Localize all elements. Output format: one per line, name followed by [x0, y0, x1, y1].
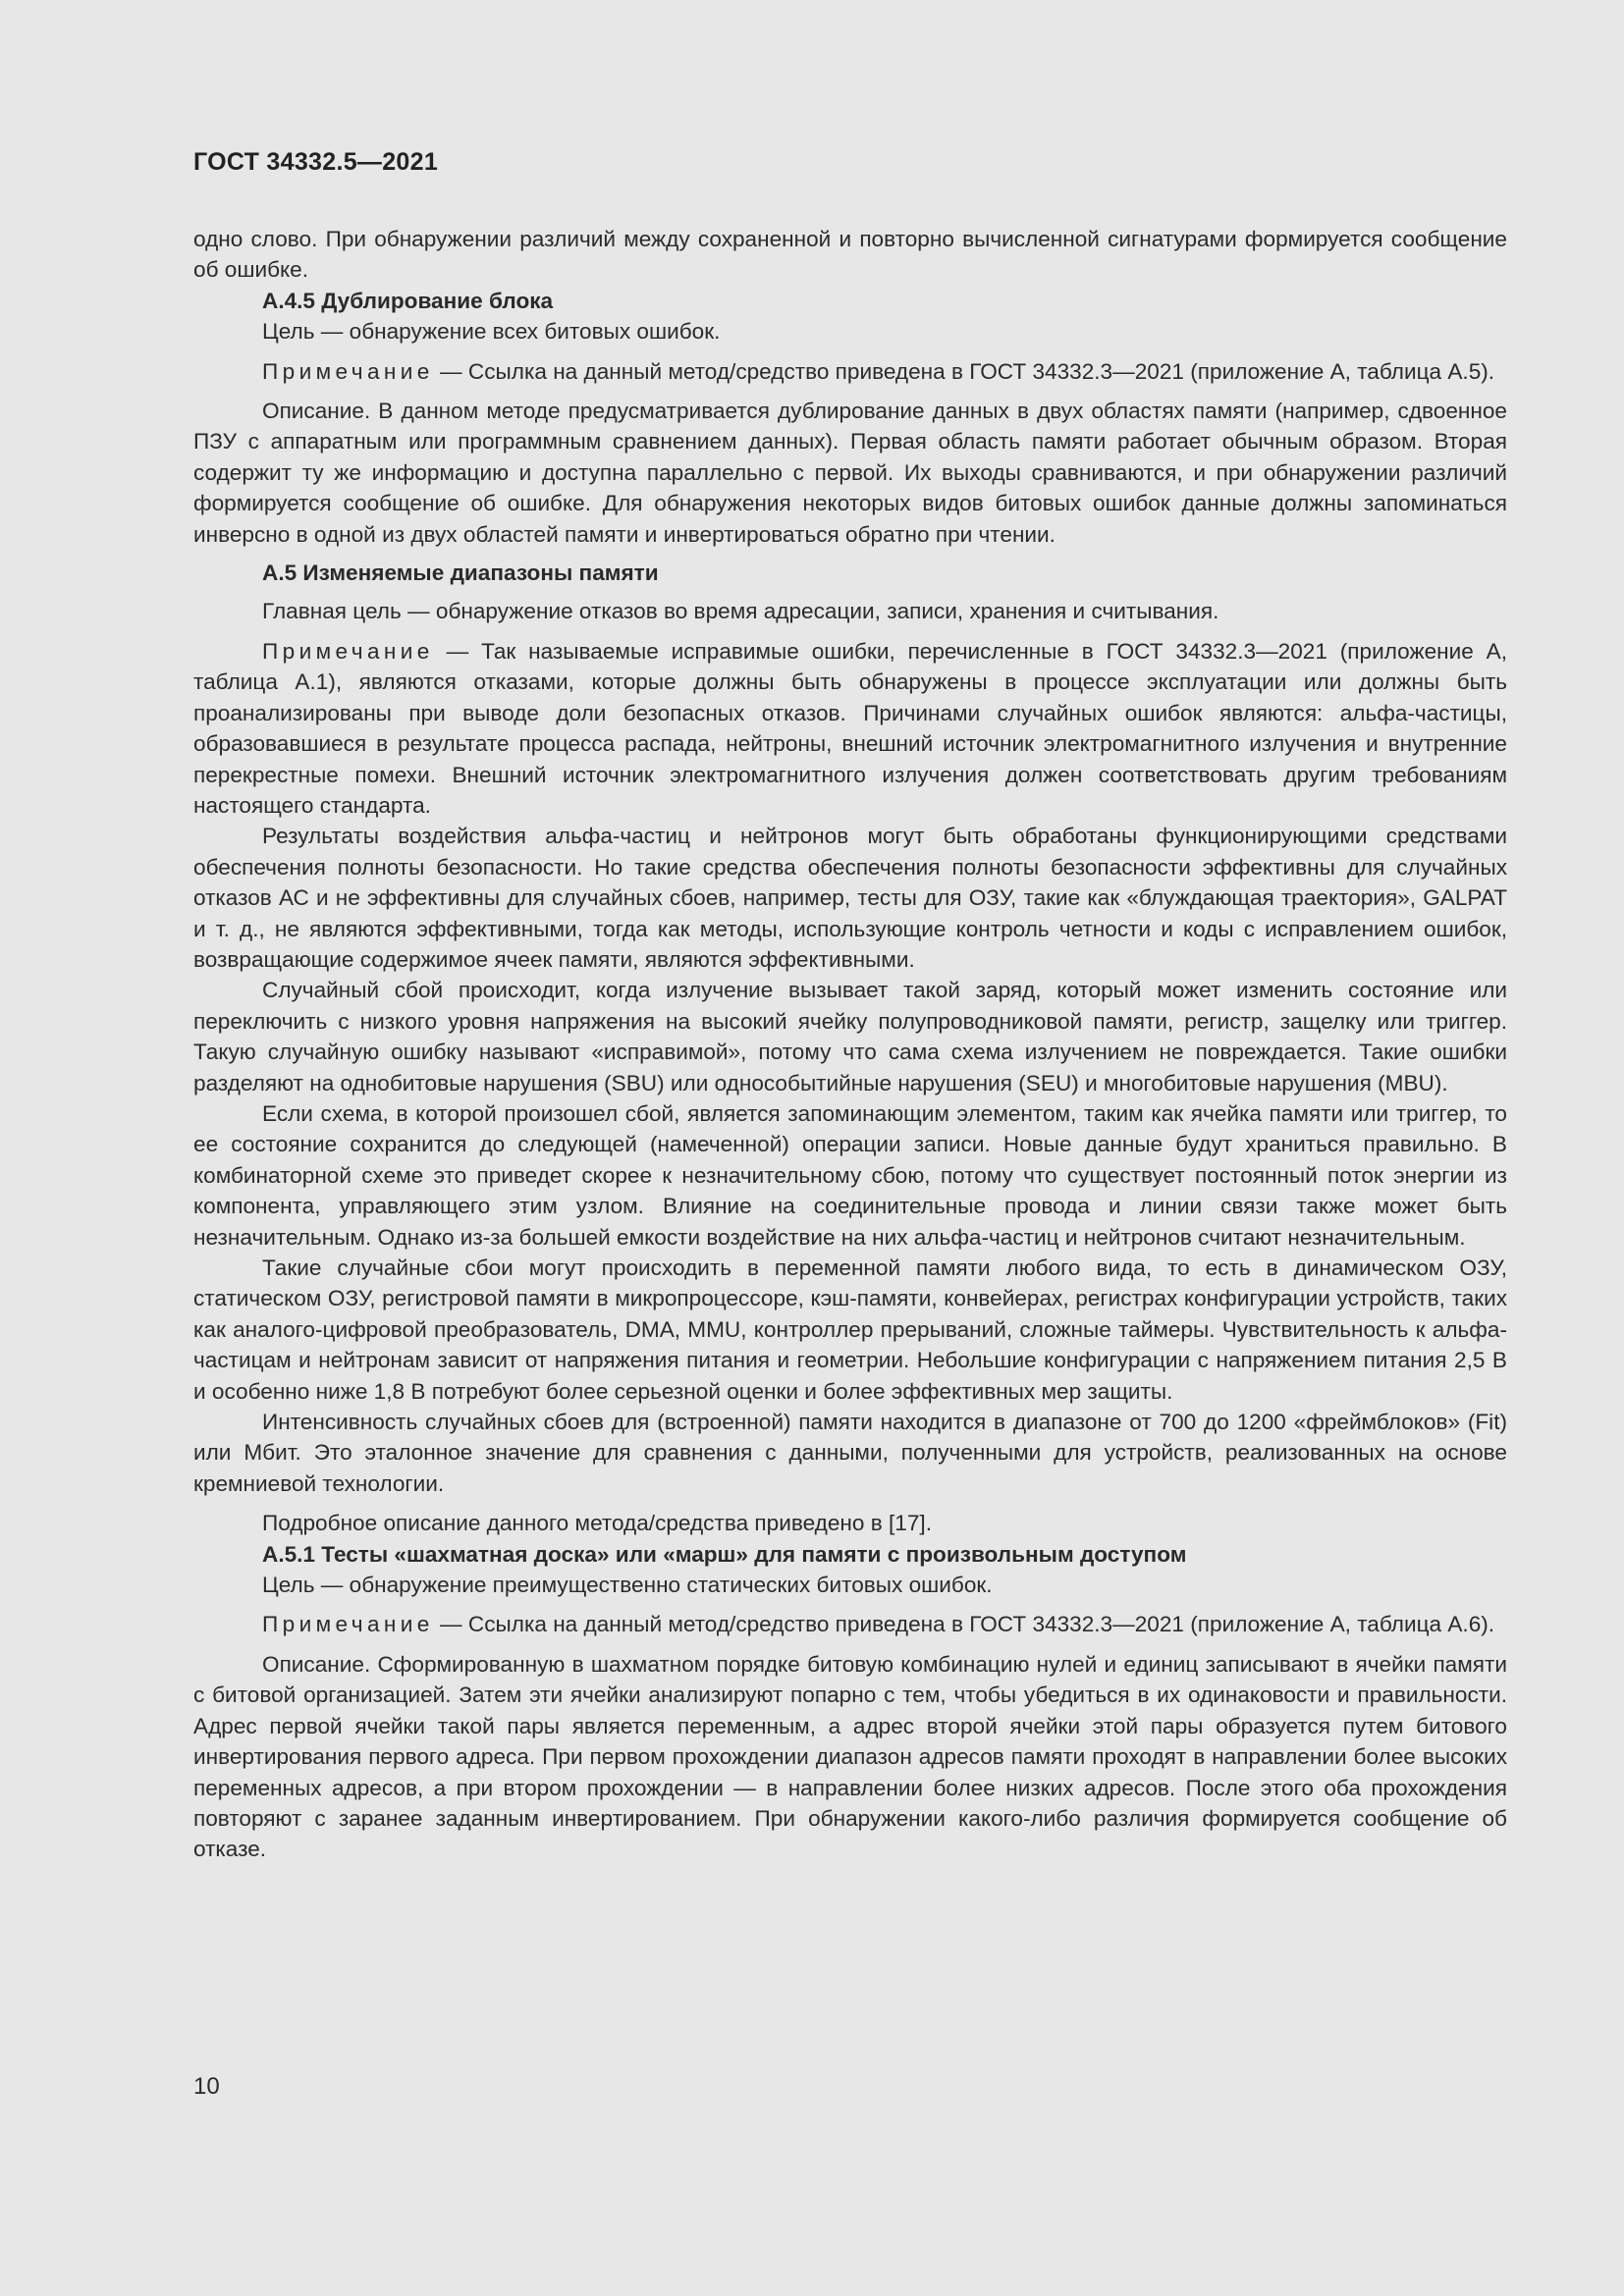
- paragraph-goal-a51: Цель — обнаружение преимущественно статических битовых ошибок.: [262, 1573, 993, 1598]
- section-heading-a5: А.5 Изменяемые диапазоны памяти: [262, 561, 659, 586]
- paragraph-memory-types: Такие случайные сбои могут происходить в переменной памяти любого вида, то есть в динамическом ОЗУ, статическом ОЗУ, регистровой памяти в микропроцессоре, кэш-памяти, конвейерах, регистрах конфигурации устройств, таких как аналого-цифровой преобразователь, DMA, MMU, контроллер прерываний, сложные таймеры. Чувствительность к альфа-частицам и нейтронам зависит от напряжения питания и геометрии. Небольшие конфигурации с напряжением питания 2,5 В и особенно ниже 1,8 В потребуют более серьезной оценки и более эффективных мер защиты.: [193, 1255, 1507, 1404]
- document-body: [193, 224, 1507, 1865]
- note-a51: [193, 1609, 1507, 1639]
- note-label: Примечание: [262, 638, 434, 664]
- note-label: Примечание: [262, 1612, 434, 1637]
- paragraph-alpha-particles: Результаты воздействия альфа-частиц и нейтронов могут быть обработаны функционирующими средствами обеспечения полноты безопасности. Но такие средства обеспечения полноты безопасности эффективны для случайных отказов АС и не эффективны для случайных сбоев, например, тесты для ОЗУ, такие как «блуждающая траектория», GALPAT и т. д., не являются эффективными, тогда как методы, использующие контроль четности и коды с исправлением ошибок, возвращающие содержимое ячеек памяти, являются эффективными.: [193, 824, 1507, 972]
- paragraph-random-fault: Случайный сбой происходит, когда излучение вызывает такой заряд, который может изменить состояние или переключить с низкого уровня напряжения на высокий ячейку полупроводниковой памяти, регистр, защелку или триггер. Такую случайную ошибку называют «исправимой», потому что сама схема излучением не повреждается. Такие ошибки разделяют на однобитовые нарушения (SBU) или однособытийные нарушения (SEU) и многобитовые нарушения (MBU).: [193, 978, 1507, 1095]
- note-text: — Ссылка на данный метод/средство приведена в ГОСТ 34332.3—2021 (приложение А, таблица А.6).: [433, 1612, 1495, 1637]
- note-a45: [193, 356, 1507, 387]
- note-a5: [193, 636, 1507, 821]
- paragraph-goal-a5: Главная цель — обнаружение отказов во время адресации, записи, хранения и считывания.: [262, 599, 1219, 624]
- section-heading-a51: А.5.1 Тесты «шахматная доска» или «марш» для памяти с произвольным доступом: [262, 1541, 1187, 1567]
- paragraph-storage-element: Если схема, в которой произошел сбой, является запоминающим элементом, таким как ячейка памяти или триггер, то ее состояние сохранится до следующей (намеченной) операции записи. Новые данные будут храниться правильно. В комбинаторной схеме это приведет скорее к незначительному сбою, потому что существует постоянный поток энергии из компонента, управляющего этим узлом. Влияние на соединительные провода и линии связи также может быть незначительным. Однако из-за большей емкости воздействие на них альфа-частиц и нейтронов считают незначительным.: [193, 1100, 1507, 1250]
- note-text: — Ссылка на данный метод/средство приведена в ГОСТ 34332.3—2021 (приложение А, таблица А.5).: [433, 358, 1495, 384]
- paragraph-goal-a45: Цель — обнаружение всех битовых ошибок.: [262, 319, 721, 345]
- paragraph-description-a45: Описание. В данном методе предусматривается дублирование данных в двух областях памяти (например, сдвоенное ПЗУ с аппаратным или программным сравнением данных). Первая область памяти работает обычным образом. Вторая содержит ту же информацию и доступна параллельно с первой. Их выходы сравниваются, и при обнаружении различий формируется сообщение об ошибке. Для обнаружения некоторых видов битовых ошибок данные должны запоминаться инверсно в одной из двух областей памяти и инвертироваться обратно при чтении.: [193, 399, 1507, 547]
- document-header-title: ГОСТ 34332.5—2021: [193, 148, 439, 176]
- paragraph-continuation: одно слово. При обнаружении различий между сохраненной и повторно вычисленной сигнатурами формируется сообщение об ошибке.: [193, 227, 1507, 283]
- note-text: — Так называемые исправимые ошибки, перечисленные в ГОСТ 34332.3—2021 (приложение А, таблица А.1), являются отказами, которые должны быть обнаружены в процессе эксплуатации или должны быть проанализированы при выводе доли безопасных отказов. Причинами случайных ошибок являются: альфа-частицы, образовавшиеся в результате процесса распада, нейтроны, внешний источник электромагнитного излучения и внутренние перекрестные помехи. Внешний источник электромагнитного излучения должен соответствовать другим требованиям настоящего стандарта.: [193, 638, 1507, 818]
- paragraph-description-a51: Описание. Сформированную в шахматном порядке битовую комбинацию нулей и единиц записывают в ячейки памяти с битовой организацией. Затем эти ячейки анализируют попарно с тем, чтобы убедиться в их одинаковости и правильности. Адрес первой ячейки такой пары является переменным, а адрес второй ячейки этой пары образуется путем битового инвертирования первого адреса. При первом прохождении диапазон адресов памяти проходят в направлении более высоких переменных адресов, а при втором прохождении — в направлении более низких адресов. После этого оба прохождения повторяют с заранее заданным инвертированием. При обнаружении какого-либо различия формируется сообщение об отказе.: [193, 1651, 1507, 1862]
- paragraph-intensity: Интенсивность случайных сбоев для (встроенной) памяти находится в диапазоне от 700 до 1200 «фреймблоков» (Fit) или Мбит. Это эталонное значение для сравнения с данными, полученными для устройств, реализованных на основе кремниевой технологии.: [193, 1410, 1507, 1496]
- paragraph-reference: Подробное описание данного метода/средства приведено в [17].: [262, 1511, 932, 1536]
- section-heading-a45: А.4.5 Дублирование блока: [262, 288, 554, 313]
- page-number: 10: [193, 2073, 220, 2100]
- note-label: Примечание: [262, 358, 434, 384]
